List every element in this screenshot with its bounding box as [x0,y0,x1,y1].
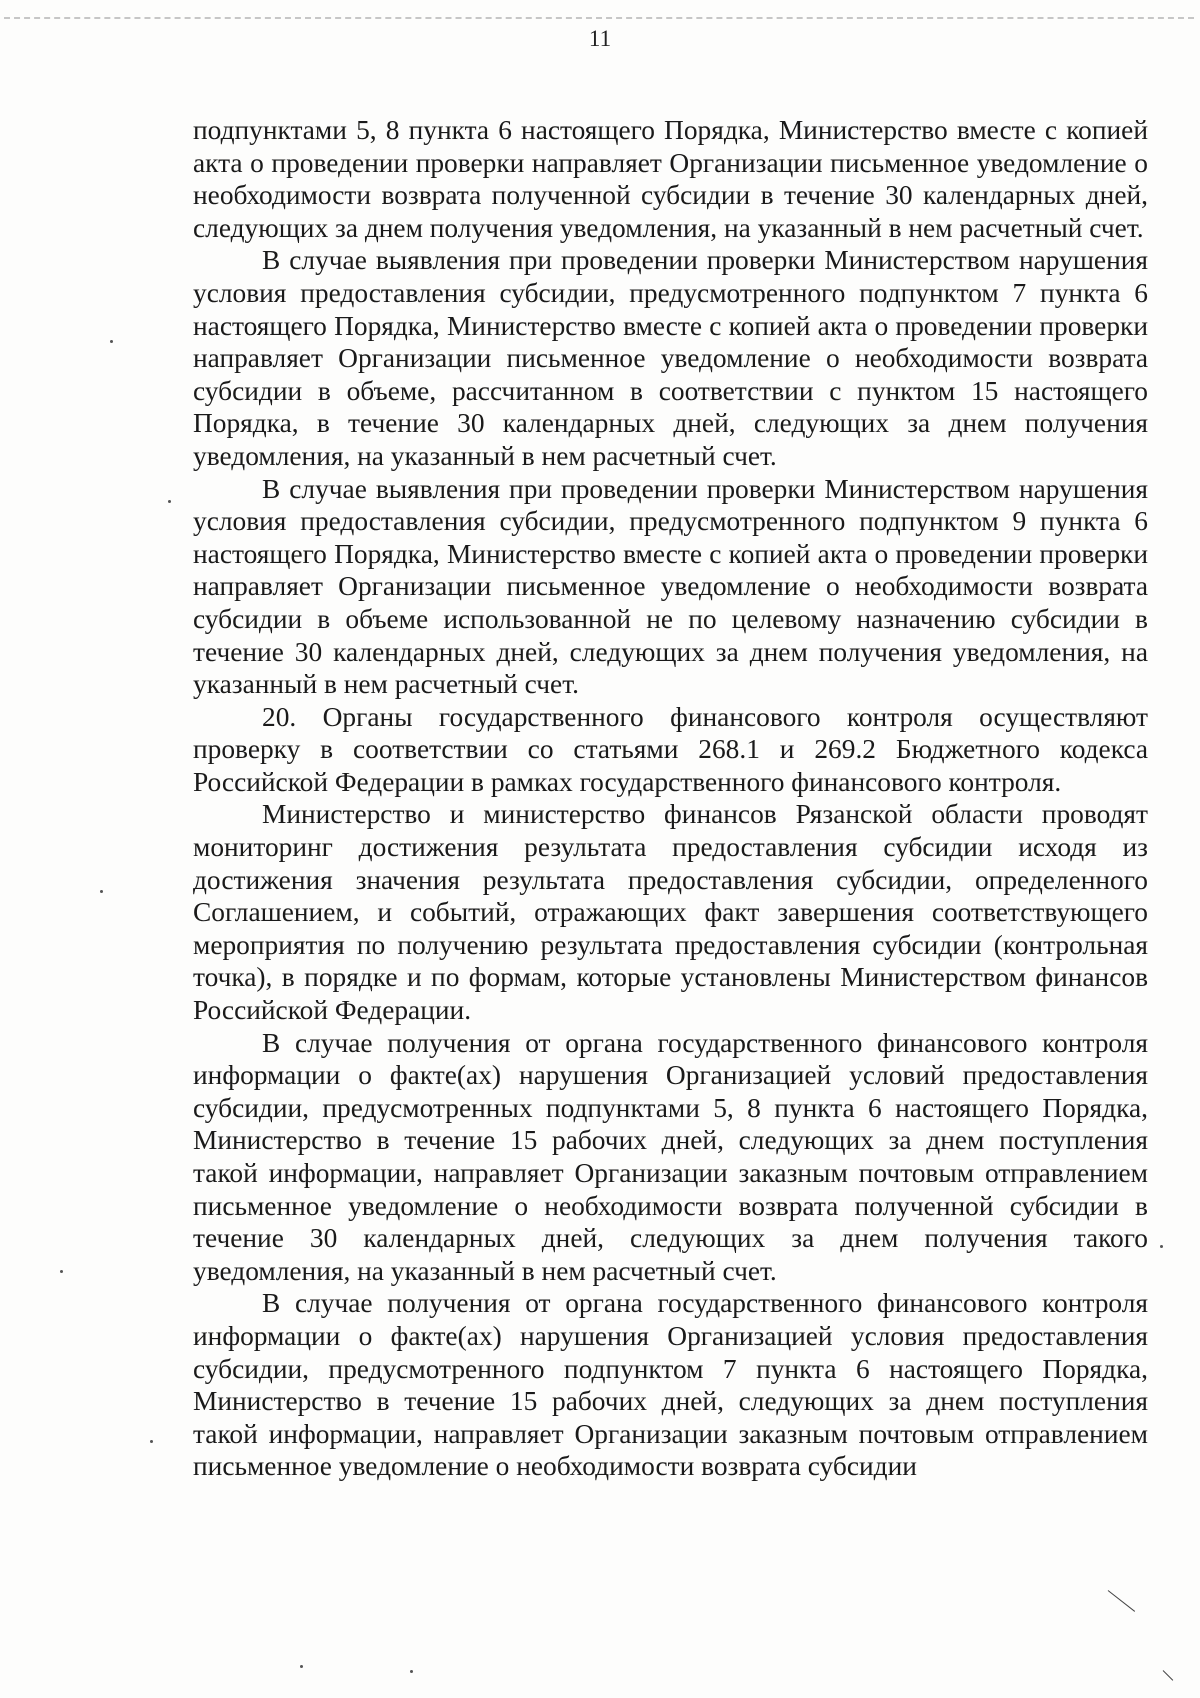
scan-speck [1160,1245,1163,1248]
scan-speck [60,1270,63,1273]
pen-mark [1108,1590,1135,1612]
scan-speck [100,890,103,893]
paragraph: Министерство и министерство финансов Рязанской области проводят мониторинг достижения результата предоставления субсидии исходя из достижения значения результата предоставления субсидии, определенного Соглашением, и событий, отражающих факт завершения соответствующего мероприятия по получению результата предоставления субсидии (контрольная точка), в порядке и по формам, которые установлены Министерством финансов Российской Федерации. [193,799,1148,1026]
paragraph: В случае выявления при проведении проверки Министерством нарушения условия предоставления субсидии, предусмотренного подпунктом 7 пункта 6 настоящего Порядка, Министерство вместе с копией акта о проведении проверки направляет Организации письменное уведомление о необходимости возврата субсидии в объеме, рассчитанном в соответствии с пунктом 15 настоящего Порядка, в течение 30 календарных дней, следующих за днем получения уведомления, на указанный в нем расчетный счет. [193,245,1148,471]
scan-speck [410,1670,413,1673]
paragraph: В случае получения от органа государственного финансового контроля информации о факте(ах) нарушения Организацией условий предоставления субсидии, предусмотренных подпунктами 5, 8 пункта 6 настоящего Порядка, Министерство в течение 15 рабочих дней, следующих за днем поступления такой информации, направляет Организации заказным почтовым отправлением письменное уведомление о необходимости возврата полученной субсидии в течение 30 календарных дней, следующих за днем получения такого уведомления, на указанный в нем расчетный счет. [193,1027,1148,1286]
paragraph-continuation: подпунктами 5, 8 пункта 6 настоящего Порядка, Министерство вместе с копией акта о проведении проверки направляет Организации письменное уведомление о необходимости возврата полученной субсидии в течение 30 календарных дней, следующих за днем получения уведомления, на указанный в нем расчетный счет. [193,115,1148,243]
paragraph: В случае получения от органа государственного финансового контроля информации о факте(ах) нарушения Организацией условия предоставления субсидии, предусмотренного подпунктом 7 пункта 6 настоящего Порядка, Министерство в течение 15 рабочих дней, следующих за днем поступления такой информации, направляет Организации заказным почтовым отправлением письменное уведомление о необходимости возврата субсидии [193,1288,1148,1482]
paragraph-section-20: 20. Органы государственного финансового контроля осуществляют проверку в соответствии со статьями 268.1 и 269.2 Бюджетного кодекса Российской Федерации в рамках государственного финансового контроля. [193,701,1148,797]
scan-speck [300,1665,303,1668]
scan-speck [150,1440,153,1443]
document-body [193,114,1148,1483]
paragraph: В случае выявления при проведении проверки Министерством нарушения условия предоставления субсидии, предусмотренного подпунктом 9 пункта 6 настоящего Порядка, Министерство вместе с копией акта о проведении проверки направляет Организации письменное уведомление о необходимости возврата субсидии в объеме использованной не по целевому назначению субсидии в течение 30 календарных дней, следующих за днем получения уведомления, на указанный в нем расчетный счет. [193,473,1148,700]
scan-top-edge [4,17,1194,19]
scan-speck [168,500,171,503]
scan-speck [110,340,113,343]
pen-mark [1163,1670,1174,1681]
page-number: 11 [588,26,612,51]
